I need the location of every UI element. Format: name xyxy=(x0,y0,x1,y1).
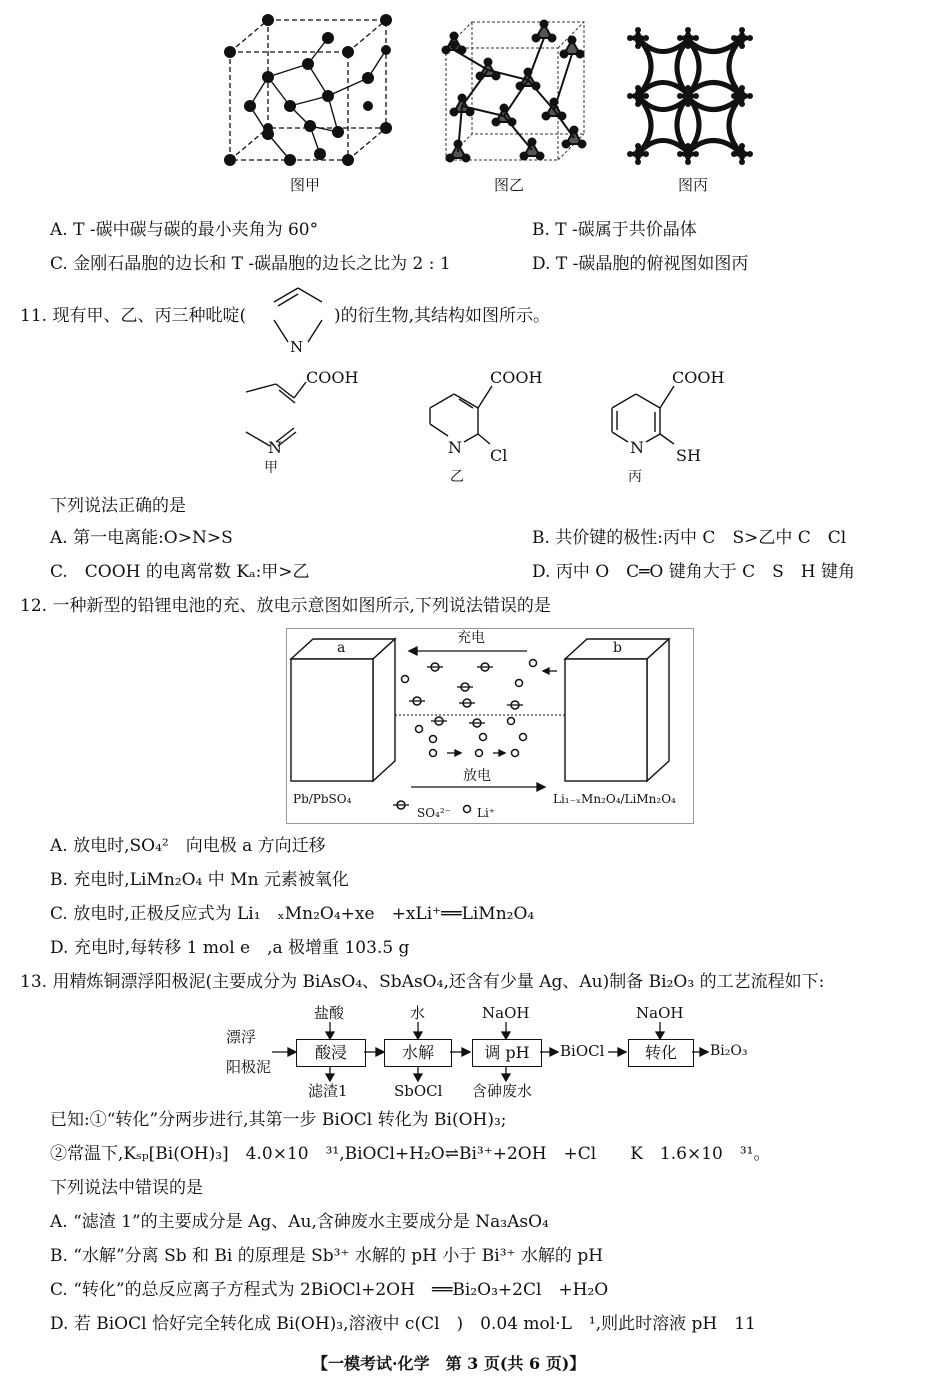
q11-stem-a: 11. 现有甲、乙、丙三种吡啶( xyxy=(20,306,247,326)
flow-output-wastewater: 含砷废水 xyxy=(472,1082,533,1100)
q13-stem: 13. 用精炼铜漂浮阳极泥(主要成分为 BiAsO₄、SbAsO₄,还含有少量 Ag、Au)制备 Bi₂O₃ 的工艺流程如下: xyxy=(20,972,825,992)
legend-li: Li⁺ xyxy=(477,806,496,820)
flow-step-acid-leach: 酸浸 xyxy=(296,1039,366,1067)
legend-so4: SO₄²⁻ xyxy=(417,806,452,820)
q10-option-c: C. 金刚石晶胞的边长和 T -碳晶胞的边长之比为 2 : 1 xyxy=(50,254,451,274)
q13-option-b: B. “水解”分离 Sb 和 Bi 的原理是 Sb³⁺ 水解的 pH 小于 Bi³⁺ 水解的 pH xyxy=(50,1246,604,1266)
flow-reagent-hcl: 盐酸 xyxy=(314,1004,345,1022)
battery-figure xyxy=(286,628,694,824)
structure-bing-group: COOH xyxy=(672,368,725,387)
q13-option-c: C. “转化”的总反应离子方程式为 2BiOCl+2OH ══Bi₂O₃+2Cl +H₂O xyxy=(50,1280,609,1300)
electrode-b-label: b xyxy=(613,640,622,656)
figure-jia-diamond-cell xyxy=(220,14,396,166)
q11-option-b: B. 共价键的极性:丙中 C S>乙中 C Cl xyxy=(532,528,847,548)
caption-jia: 图甲 xyxy=(290,176,321,194)
q12-option-d: D. 充电时,每转移 1 mol e ,a 极增重 103.5 g xyxy=(50,938,410,958)
structure-bing-label: 丙 xyxy=(628,469,642,485)
q10-option-d: D. T -碳晶胞的俯视图如图丙 xyxy=(532,254,749,274)
flow-start-2: 阳极泥 xyxy=(226,1058,272,1076)
charge-label: 充电 xyxy=(457,630,485,646)
q10-option-a: A. T -碳中碳与碳的最小夹角为 60° xyxy=(50,220,319,240)
caption-bing: 图丙 xyxy=(678,176,709,194)
figure-yi-t-carbon-cell xyxy=(432,14,592,166)
q12-option-b: B. 充电时,LiMn₂O₄ 中 Mn 元素被氧化 xyxy=(50,870,349,890)
structure-yi-label: 乙 xyxy=(450,469,464,485)
structure-jia-label: 甲 xyxy=(264,460,278,476)
q12-option-a: A. 放电时,SO₄² 向电极 a 方向迁移 xyxy=(50,836,326,856)
q13-option-a: A. “滤渣 1”的主要成分是 Ag、Au,含砷废水主要成分是 Na₃AsO₄ xyxy=(50,1212,549,1232)
q13-option-d: D. 若 BiOCl 恰好完全转化成 Bi(OH)₃,溶液中 c(Cl ) 0.04 mol·L ¹,则此时溶液 pH 11 xyxy=(50,1314,756,1334)
page-footer: 【一模考试·化学 第 3 页(共 6 页)】 xyxy=(312,1354,586,1373)
structure-bing-sub: SH xyxy=(676,446,701,465)
discharge-label: 放电 xyxy=(463,768,491,784)
left-electrode-material: Pb/PbSO₄ xyxy=(293,792,352,806)
flow-step-conversion: 转化 xyxy=(628,1039,694,1067)
flow-output-sbocl: SbOCl xyxy=(394,1082,443,1100)
q11-prompt: 下列说法正确的是 xyxy=(50,496,186,516)
flow-final-product: Bi₂O₃ xyxy=(710,1043,748,1059)
flow-step-adjust-ph: 调 pH xyxy=(472,1039,542,1067)
q12-option-c: C. 放电时,正极反应式为 Li₁ ₓMn₂O₄+xe +xLi⁺══LiMn₂O₄ xyxy=(50,904,535,924)
q11-stem-b: )的衍生物,其结构如图所示。 xyxy=(334,306,551,326)
right-electrode-material: Li₁₋ₓMn₂O₄/LiMn₂O₄ xyxy=(553,792,676,806)
structure-jia-n: N xyxy=(268,438,282,457)
q10-option-b: B. T -碳属于共价晶体 xyxy=(532,220,697,240)
q12-stem: 12. 一种新型的铅锂电池的充、放电示意图如图所示,下列说法错误的是 xyxy=(20,596,551,616)
flow-output-residue: 滤渣1 xyxy=(308,1082,348,1100)
q13-known-2: ②常温下,Kₛₚ[Bi(OH)₃] 4.0×10 ³¹,BiOCl+H₂O⇌Bi³⁺+2OH +Cl K 1.6×10 ³¹。 xyxy=(50,1144,771,1164)
q11-option-c: C. COOH 的电离常数 Kₐ:甲>乙 xyxy=(50,562,310,582)
q13-prompt: 下列说法中错误的是 xyxy=(50,1178,203,1198)
q11-option-a: A. 第一电离能:O>N>S xyxy=(50,528,233,548)
flow-mid-product: BiOCl xyxy=(560,1042,605,1060)
electrode-a-label: a xyxy=(337,640,346,656)
q13-known-1: 已知:①“转化”分两步进行,其第一步 BiOCl 转化为 Bi(OH)₃; xyxy=(50,1110,507,1130)
structure-jia-group: COOH xyxy=(306,368,359,387)
flow-reagent-naoh-2: NaOH xyxy=(636,1004,684,1022)
q11-option-d: D. 丙中 O C═O 键角大于 C S H 键角 xyxy=(532,562,856,582)
figure-bing-top-view xyxy=(626,26,756,166)
flow-reagent-naoh-1: NaOH xyxy=(482,1004,530,1022)
flow-reagent-water: 水 xyxy=(410,1004,426,1022)
flow-start-1: 漂浮 xyxy=(226,1028,257,1046)
pyridine-n-label: N xyxy=(290,338,304,356)
caption-yi: 图乙 xyxy=(494,176,525,194)
structure-yi-group: COOH xyxy=(490,368,543,387)
structure-yi-sub: Cl xyxy=(490,446,508,465)
flow-step-hydrolysis: 水解 xyxy=(384,1039,452,1067)
structure-bing-n: N xyxy=(630,438,644,457)
process-flow xyxy=(222,1004,748,1104)
structure-yi-n: N xyxy=(448,438,462,457)
